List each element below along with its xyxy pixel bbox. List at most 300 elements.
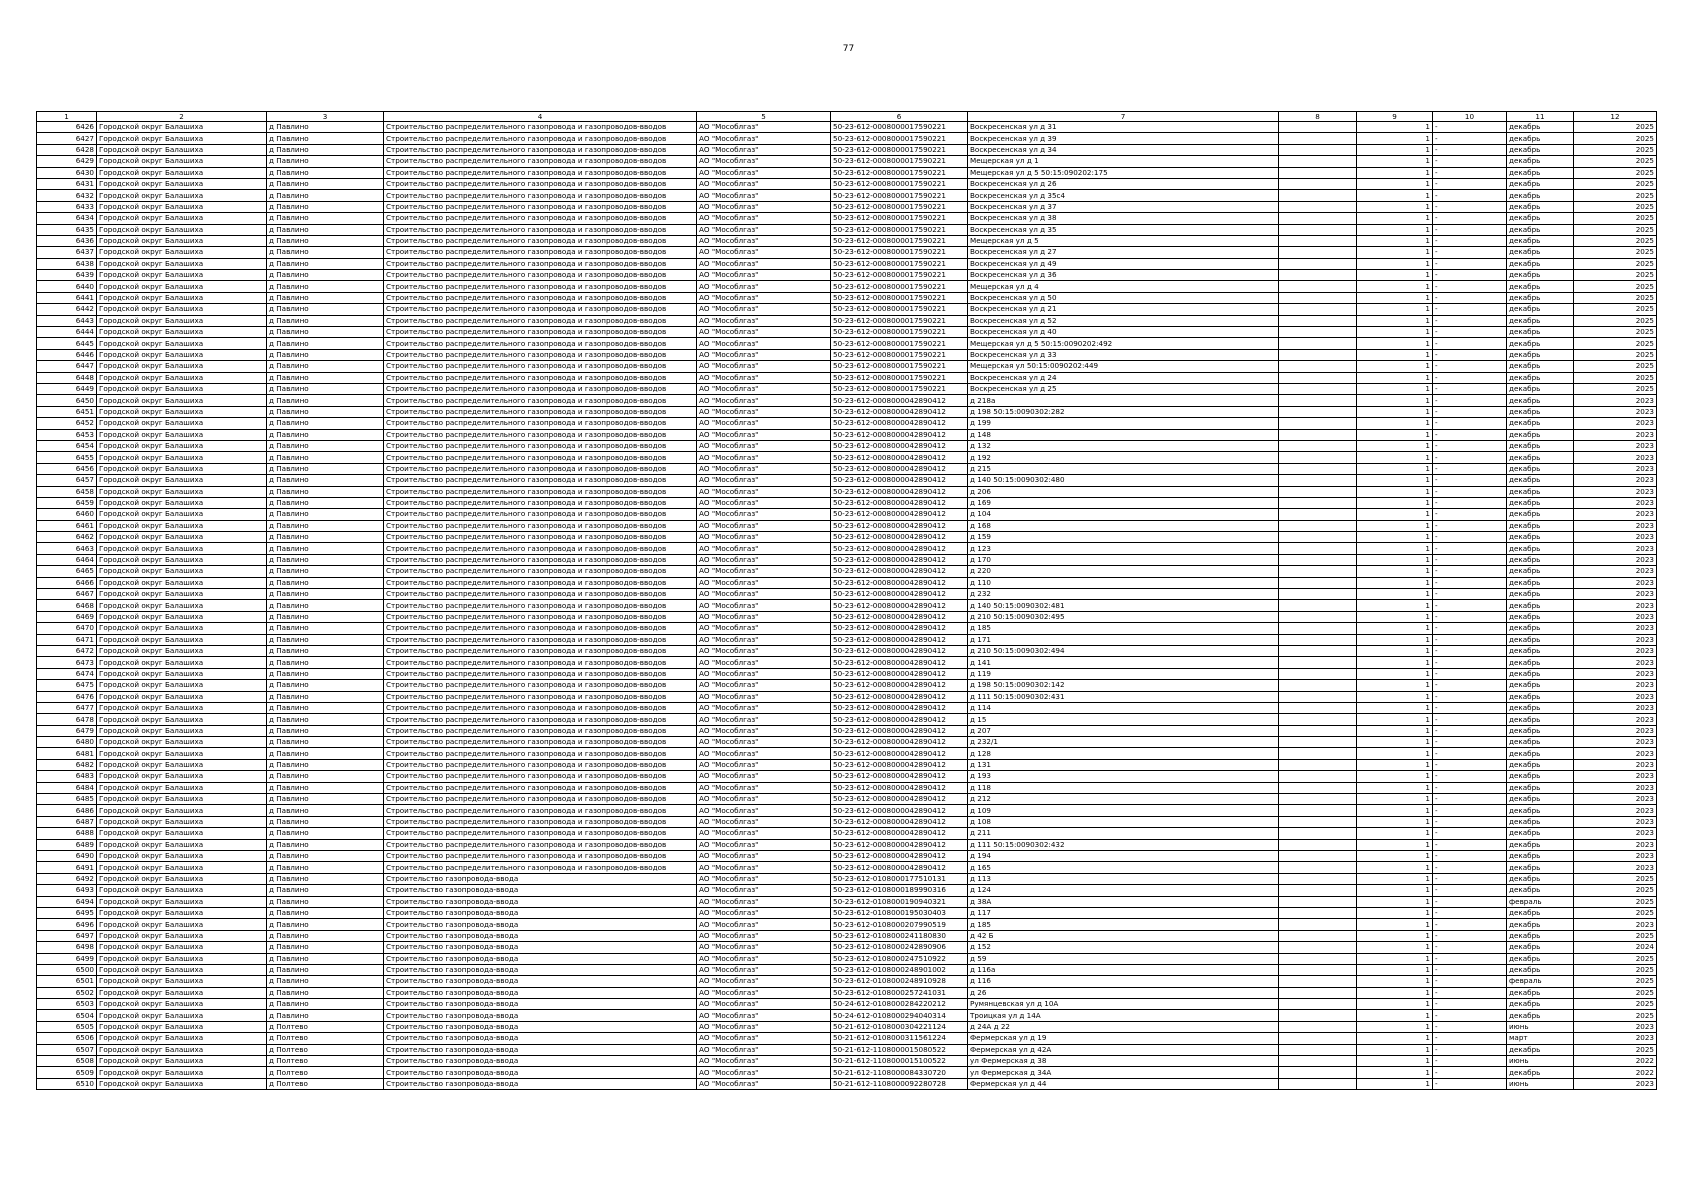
table-row: [37, 1044, 1657, 1055]
work-type-cell: Строительство распределительного газопровода и газопроводов-вводов: [384, 759, 697, 770]
address-cell: д 108: [968, 816, 1279, 827]
municipality-cell: Городской округ Балашиха: [97, 645, 267, 656]
column-header: 7: [968, 112, 1279, 122]
row-number-cell: 6459: [37, 497, 97, 508]
row-number-cell: 6442: [37, 304, 97, 315]
municipality-cell: Городской округ Балашиха: [97, 885, 267, 896]
month-cell: декабрь: [1507, 919, 1574, 930]
work-type-cell: Строительство распределительного газопровода и газопроводов-вводов: [384, 554, 697, 565]
quantity-cell: 1: [1357, 668, 1433, 679]
month-cell: декабрь: [1507, 292, 1574, 303]
year-cell: 2023: [1574, 509, 1657, 520]
quantity-blank-cell: [1279, 395, 1357, 406]
work-type-cell: Строительство газопровода-ввода: [384, 930, 697, 941]
table-row: [37, 600, 1657, 611]
settlement-cell: д Павлино: [267, 999, 384, 1010]
dash-cell-cell: -: [1433, 600, 1507, 611]
year-cell: 2023: [1574, 589, 1657, 600]
table-row: [37, 247, 1657, 258]
table-row: [37, 725, 1657, 736]
month-cell: декабрь: [1507, 247, 1574, 258]
quantity-cell: 1: [1357, 828, 1433, 839]
quantity-cell: 1: [1357, 782, 1433, 793]
year-cell: 2023: [1574, 1078, 1657, 1089]
table-row: [37, 304, 1657, 315]
quantity-blank-cell: [1279, 247, 1357, 258]
table-row: [37, 885, 1657, 896]
address-cell: Мещерская ул д 1: [968, 156, 1279, 167]
month-cell: декабрь: [1507, 122, 1574, 133]
municipality-cell: Городской округ Балашиха: [97, 1067, 267, 1078]
quantity-cell: 1: [1357, 1033, 1433, 1044]
contract-number-cell: 50-23-612-0008000017590221: [831, 327, 968, 338]
address-cell: д 194: [968, 851, 1279, 862]
settlement-cell: д Павлино: [267, 247, 384, 258]
year-cell: 2023: [1574, 475, 1657, 486]
address-cell: Троицкая ул д 14А: [968, 1010, 1279, 1021]
organization-cell: АО "Мособлгаз": [697, 794, 831, 805]
contract-number-cell: 50-23-612-0008000042890412: [831, 725, 968, 736]
column-header: 6: [831, 112, 968, 122]
municipality-cell: Городской округ Балашиха: [97, 224, 267, 235]
month-cell: февраль: [1507, 976, 1574, 987]
settlement-cell: д Павлино: [267, 657, 384, 668]
work-type-cell: Строительство распределительного газопровода и газопроводов-вводов: [384, 668, 697, 679]
month-cell: декабрь: [1507, 759, 1574, 770]
contract-number-cell: 50-23-612-0008000017590221: [831, 361, 968, 372]
table-row: [37, 497, 1657, 508]
dash-cell-cell: -: [1433, 577, 1507, 588]
work-type-cell: Строительство распределительного газопровода и газопроводов-вводов: [384, 645, 697, 656]
row-number-cell: 6427: [37, 133, 97, 144]
municipality-cell: Городской округ Балашиха: [97, 589, 267, 600]
month-cell: декабрь: [1507, 691, 1574, 702]
dash-cell-cell: -: [1433, 816, 1507, 827]
row-number-cell: 6481: [37, 748, 97, 759]
row-number-cell: 6497: [37, 930, 97, 941]
year-cell: 2025: [1574, 885, 1657, 896]
work-type-cell: Строительство распределительного газопровода и газопроводов-вводов: [384, 452, 697, 463]
settlement-cell: д Павлино: [267, 691, 384, 702]
settlement-cell: д Павлино: [267, 919, 384, 930]
organization-cell: АО "Мособлгаз": [697, 634, 831, 645]
organization-cell: АО "Мособлгаз": [697, 862, 831, 873]
municipality-cell: Городской округ Балашиха: [97, 964, 267, 975]
municipality-cell: Городской округ Балашиха: [97, 133, 267, 144]
organization-cell: АО "Мособлгаз": [697, 680, 831, 691]
settlement-cell: д Павлино: [267, 156, 384, 167]
year-cell: 2025: [1574, 327, 1657, 338]
quantity-cell: 1: [1357, 1078, 1433, 1089]
work-type-cell: Строительство распределительного газопровода и газопроводов-вводов: [384, 235, 697, 246]
municipality-cell: Городской округ Балашиха: [97, 623, 267, 634]
dash-cell-cell: -: [1433, 668, 1507, 679]
work-type-cell: Строительство распределительного газопровода и газопроводов-вводов: [384, 167, 697, 178]
quantity-cell: 1: [1357, 725, 1433, 736]
municipality-cell: Городской округ Балашиха: [97, 851, 267, 862]
municipality-cell: Городской округ Балашиха: [97, 1010, 267, 1021]
quantity-blank-cell: [1279, 258, 1357, 269]
dash-cell-cell: -: [1433, 657, 1507, 668]
settlement-cell: д Павлино: [267, 634, 384, 645]
municipality-cell: Городской округ Балашиха: [97, 486, 267, 497]
row-number-cell: 6491: [37, 862, 97, 873]
work-type-cell: Строительство распределительного газопровода и газопроводов-вводов: [384, 361, 697, 372]
year-cell: 2023: [1574, 634, 1657, 645]
quantity-cell: 1: [1357, 566, 1433, 577]
municipality-cell: Городской округ Балашиха: [97, 737, 267, 748]
row-number-cell: 6434: [37, 213, 97, 224]
year-cell: 2025: [1574, 201, 1657, 212]
month-cell: декабрь: [1507, 589, 1574, 600]
year-cell: 2023: [1574, 668, 1657, 679]
month-cell: март: [1507, 1033, 1574, 1044]
settlement-cell: д Павлино: [267, 600, 384, 611]
municipality-cell: Городской округ Балашиха: [97, 213, 267, 224]
organization-cell: АО "Мособлгаз": [697, 418, 831, 429]
address-cell: д 169: [968, 497, 1279, 508]
table-row: [37, 873, 1657, 884]
quantity-blank-cell: [1279, 281, 1357, 292]
quantity-blank-cell: [1279, 235, 1357, 246]
settlement-cell: д Павлино: [267, 213, 384, 224]
municipality-cell: Городской округ Балашиха: [97, 315, 267, 326]
month-cell: июнь: [1507, 1056, 1574, 1067]
month-cell: декабрь: [1507, 851, 1574, 862]
municipality-cell: Городской округ Балашиха: [97, 235, 267, 246]
address-cell: д 206: [968, 486, 1279, 497]
quantity-cell: 1: [1357, 270, 1433, 281]
quantity-blank-cell: [1279, 201, 1357, 212]
column-header: 2: [97, 112, 267, 122]
year-cell: 2022: [1574, 1056, 1657, 1067]
address-cell: Воскресенская ул д 39: [968, 133, 1279, 144]
settlement-cell: д Павлино: [267, 520, 384, 531]
settlement-cell: д Павлино: [267, 1010, 384, 1021]
quantity-blank-cell: [1279, 999, 1357, 1010]
municipality-cell: Городской округ Балашиха: [97, 247, 267, 258]
contract-number-cell: 50-23-612-0008000042890412: [831, 497, 968, 508]
year-cell: 2025: [1574, 338, 1657, 349]
year-cell: 2023: [1574, 623, 1657, 634]
address-cell: Воскресенская ул д 49: [968, 258, 1279, 269]
quantity-blank-cell: [1279, 554, 1357, 565]
organization-cell: АО "Мособлгаз": [697, 657, 831, 668]
work-type-cell: Строительство распределительного газопровода и газопроводов-вводов: [384, 589, 697, 600]
organization-cell: АО "Мособлгаз": [697, 167, 831, 178]
work-type-cell: Строительство распределительного газопровода и газопроводов-вводов: [384, 509, 697, 520]
row-number-cell: 6463: [37, 543, 97, 554]
year-cell: 2023: [1574, 532, 1657, 543]
month-cell: декабрь: [1507, 509, 1574, 520]
contract-number-cell: 50-23-612-0008000042890412: [831, 577, 968, 588]
row-number-cell: 6440: [37, 281, 97, 292]
organization-cell: АО "Мособлгаз": [697, 235, 831, 246]
settlement-cell: д Павлино: [267, 554, 384, 565]
address-cell: д 232: [968, 589, 1279, 600]
dash-cell-cell: -: [1433, 543, 1507, 554]
address-cell: д 211: [968, 828, 1279, 839]
quantity-blank-cell: [1279, 452, 1357, 463]
row-number-cell: 6494: [37, 896, 97, 907]
dash-cell-cell: -: [1433, 315, 1507, 326]
settlement-cell: д Павлино: [267, 589, 384, 600]
work-type-cell: Строительство распределительного газопровода и газопроводов-вводов: [384, 349, 697, 360]
settlement-cell: д Полтево: [267, 1078, 384, 1089]
work-type-cell: Строительство распределительного газопровода и газопроводов-вводов: [384, 680, 697, 691]
row-number-cell: 6447: [37, 361, 97, 372]
dash-cell-cell: -: [1433, 327, 1507, 338]
row-number-cell: 6492: [37, 873, 97, 884]
contract-number-cell: 50-23-612-0008000042890412: [831, 440, 968, 451]
address-cell: Фермерская ул д 19: [968, 1033, 1279, 1044]
settlement-cell: д Павлино: [267, 645, 384, 656]
settlement-cell: д Павлино: [267, 452, 384, 463]
year-cell: 2023: [1574, 725, 1657, 736]
contract-number-cell: 50-21-612-1108000015100522: [831, 1056, 968, 1067]
municipality-cell: Городской округ Балашиха: [97, 122, 267, 133]
address-cell: Воскресенская ул д 27: [968, 247, 1279, 258]
row-number-cell: 6486: [37, 805, 97, 816]
year-cell: 2025: [1574, 953, 1657, 964]
address-cell: д 199: [968, 418, 1279, 429]
organization-cell: АО "Мособлгаз": [697, 509, 831, 520]
quantity-blank-cell: [1279, 1056, 1357, 1067]
municipality-cell: Городской округ Балашиха: [97, 270, 267, 281]
work-type-cell: Строительство газопровода-ввода: [384, 976, 697, 987]
municipality-cell: Городской округ Балашиха: [97, 999, 267, 1010]
contract-number-cell: 50-23-612-0008000042890412: [831, 418, 968, 429]
settlement-cell: д Павлино: [267, 759, 384, 770]
address-cell: д 165: [968, 862, 1279, 873]
address-cell: д 114: [968, 702, 1279, 713]
dash-cell-cell: -: [1433, 794, 1507, 805]
contract-number-cell: 50-23-612-0008000042890412: [831, 611, 968, 622]
organization-cell: АО "Мособлгаз": [697, 122, 831, 133]
quantity-cell: 1: [1357, 964, 1433, 975]
month-cell: декабрь: [1507, 657, 1574, 668]
quantity-blank-cell: [1279, 873, 1357, 884]
municipality-cell: Городской округ Балашиха: [97, 292, 267, 303]
contract-number-cell: 50-23-612-0008000017590221: [831, 258, 968, 269]
address-cell: д 110: [968, 577, 1279, 588]
contract-number-cell: 50-23-612-0008000042890412: [831, 828, 968, 839]
work-type-cell: Строительство распределительного газопровода и газопроводов-вводов: [384, 190, 697, 201]
quantity-cell: 1: [1357, 509, 1433, 520]
contract-number-cell: 50-23-612-0008000017590221: [831, 178, 968, 189]
organization-cell: АО "Мособлгаз": [697, 816, 831, 827]
contract-number-cell: 50-24-612-0108000284220212: [831, 999, 968, 1010]
table-row: [37, 440, 1657, 451]
row-number-cell: 6441: [37, 292, 97, 303]
work-type-cell: Строительство газопровода-ввода: [384, 885, 697, 896]
row-number-cell: 6443: [37, 315, 97, 326]
contract-number-cell: 50-23-612-0108000195030403: [831, 907, 968, 918]
settlement-cell: д Павлино: [267, 964, 384, 975]
settlement-cell: д Павлино: [267, 532, 384, 543]
settlement-cell: д Павлино: [267, 338, 384, 349]
address-cell: Воскресенская ул д 21: [968, 304, 1279, 315]
year-cell: 2025: [1574, 907, 1657, 918]
quantity-cell: 1: [1357, 816, 1433, 827]
year-cell: 2023: [1574, 520, 1657, 531]
year-cell: 2025: [1574, 349, 1657, 360]
quantity-cell: 1: [1357, 839, 1433, 850]
organization-cell: АО "Мособлгаз": [697, 292, 831, 303]
quantity-cell: 1: [1357, 577, 1433, 588]
month-cell: декабрь: [1507, 748, 1574, 759]
address-cell: Воскресенская ул д 26: [968, 178, 1279, 189]
dash-cell-cell: -: [1433, 885, 1507, 896]
contract-number-cell: 50-23-612-0008000042890412: [831, 509, 968, 520]
work-type-cell: Строительство распределительного газопровода и газопроводов-вводов: [384, 281, 697, 292]
municipality-cell: Городской округ Балашиха: [97, 258, 267, 269]
quantity-cell: 1: [1357, 452, 1433, 463]
dash-cell-cell: -: [1433, 1056, 1507, 1067]
row-number-cell: 6500: [37, 964, 97, 975]
settlement-cell: д Павлино: [267, 839, 384, 850]
dash-cell-cell: -: [1433, 771, 1507, 782]
address-cell: д 111 50:15:0090302:431: [968, 691, 1279, 702]
municipality-cell: Городской округ Балашиха: [97, 828, 267, 839]
table-row: [37, 543, 1657, 554]
month-cell: декабрь: [1507, 383, 1574, 394]
address-cell: Мещерская ул д 5 50:15:0090202:492: [968, 338, 1279, 349]
municipality-cell: Городской округ Балашиха: [97, 338, 267, 349]
dash-cell-cell: -: [1433, 429, 1507, 440]
municipality-cell: Городской округ Балашиха: [97, 714, 267, 725]
contract-number-cell: 50-23-612-0008000042890412: [831, 748, 968, 759]
quantity-cell: 1: [1357, 338, 1433, 349]
address-cell: д 38А: [968, 896, 1279, 907]
municipality-cell: Городской округ Балашиха: [97, 634, 267, 645]
quantity-cell: 1: [1357, 554, 1433, 565]
municipality-cell: Городской округ Балашиха: [97, 919, 267, 930]
quantity-cell: 1: [1357, 201, 1433, 212]
table-row: [37, 1010, 1657, 1021]
work-type-cell: Строительство распределительного газопровода и газопроводов-вводов: [384, 213, 697, 224]
table-row: [37, 156, 1657, 167]
dash-cell-cell: -: [1433, 702, 1507, 713]
contract-number-cell: 50-23-612-0008000042890412: [831, 794, 968, 805]
row-number-cell: 6495: [37, 907, 97, 918]
row-number-cell: 6501: [37, 976, 97, 987]
contract-number-cell: 50-23-612-0008000042890412: [831, 395, 968, 406]
organization-cell: АО "Мособлгаз": [697, 1067, 831, 1078]
table-row: [37, 691, 1657, 702]
contract-number-cell: 50-23-612-0008000017590221: [831, 122, 968, 133]
year-cell: 2023: [1574, 440, 1657, 451]
address-cell: д 15: [968, 714, 1279, 725]
dash-cell-cell: -: [1433, 406, 1507, 417]
address-cell: д 131: [968, 759, 1279, 770]
row-number-cell: 6487: [37, 816, 97, 827]
work-type-cell: Строительство газопровода-ввода: [384, 1067, 697, 1078]
quantity-blank-cell: [1279, 1078, 1357, 1089]
year-cell: 2023: [1574, 395, 1657, 406]
contract-number-cell: 50-23-612-0008000017590221: [831, 304, 968, 315]
row-number-cell: 6438: [37, 258, 97, 269]
year-cell: 2023: [1574, 816, 1657, 827]
organization-cell: АО "Мособлгаз": [697, 896, 831, 907]
contract-number-cell: 50-23-612-0008000017590221: [831, 133, 968, 144]
dash-cell-cell: -: [1433, 304, 1507, 315]
quantity-blank-cell: [1279, 953, 1357, 964]
municipality-cell: Городской округ Балашиха: [97, 942, 267, 953]
municipality-cell: Городской округ Балашиха: [97, 509, 267, 520]
municipality-cell: Городской округ Балашиха: [97, 873, 267, 884]
year-cell: 2025: [1574, 930, 1657, 941]
table-row: [37, 577, 1657, 588]
work-type-cell: Строительство распределительного газопровода и газопроводов-вводов: [384, 395, 697, 406]
dash-cell-cell: -: [1433, 235, 1507, 246]
table-row: [37, 122, 1657, 133]
dash-cell-cell: -: [1433, 509, 1507, 520]
address-cell: Воскресенская ул д 52: [968, 315, 1279, 326]
quantity-blank-cell: [1279, 1010, 1357, 1021]
table-row: [37, 759, 1657, 770]
row-number-cell: 6435: [37, 224, 97, 235]
table-row: [37, 748, 1657, 759]
table-row: [37, 395, 1657, 406]
work-type-cell: Строительство распределительного газопровода и газопроводов-вводов: [384, 634, 697, 645]
municipality-cell: Городской округ Балашиха: [97, 862, 267, 873]
address-cell: д 128: [968, 748, 1279, 759]
quantity-cell: 1: [1357, 862, 1433, 873]
table-row: [37, 930, 1657, 941]
row-number-cell: 6468: [37, 600, 97, 611]
dash-cell-cell: -: [1433, 532, 1507, 543]
work-type-cell: Строительство распределительного газопровода и газопроводов-вводов: [384, 224, 697, 235]
work-type-cell: Строительство распределительного газопровода и газопроводов-вводов: [384, 486, 697, 497]
quantity-cell: 1: [1357, 976, 1433, 987]
row-number-cell: 6462: [37, 532, 97, 543]
quantity-blank-cell: [1279, 270, 1357, 281]
year-cell: 2025: [1574, 167, 1657, 178]
settlement-cell: д Павлино: [267, 623, 384, 634]
row-number-cell: 6465: [37, 566, 97, 577]
table-row: [37, 315, 1657, 326]
settlement-cell: д Павлино: [267, 737, 384, 748]
month-cell: декабрь: [1507, 645, 1574, 656]
month-cell: декабрь: [1507, 714, 1574, 725]
municipality-cell: Городской округ Балашиха: [97, 395, 267, 406]
table-row: [37, 645, 1657, 656]
row-number-cell: 6478: [37, 714, 97, 725]
quantity-blank-cell: [1279, 372, 1357, 383]
work-type-cell: Строительство распределительного газопровода и газопроводов-вводов: [384, 771, 697, 782]
municipality-cell: Городской округ Балашиха: [97, 452, 267, 463]
organization-cell: АО "Мособлгаз": [697, 1056, 831, 1067]
municipality-cell: Городской округ Балашиха: [97, 668, 267, 679]
page-number: 77: [842, 44, 855, 54]
address-cell: Воскресенская ул д 25: [968, 383, 1279, 394]
work-type-cell: Строительство распределительного газопровода и газопроводов-вводов: [384, 338, 697, 349]
quantity-blank-cell: [1279, 623, 1357, 634]
quantity-cell: 1: [1357, 589, 1433, 600]
quantity-cell: 1: [1357, 942, 1433, 953]
address-cell: д 119: [968, 668, 1279, 679]
municipality-cell: Городской округ Балашиха: [97, 520, 267, 531]
work-type-cell: Строительство распределительного газопровода и газопроводов-вводов: [384, 201, 697, 212]
year-cell: 2025: [1574, 133, 1657, 144]
row-number-cell: 6504: [37, 1010, 97, 1021]
quantity-blank-cell: [1279, 942, 1357, 953]
contract-number-cell: 50-23-612-0008000017590221: [831, 201, 968, 212]
municipality-cell: Городской округ Балашиха: [97, 725, 267, 736]
row-number-cell: 6493: [37, 885, 97, 896]
work-type-cell: Строительство распределительного газопровода и газопроводов-вводов: [384, 304, 697, 315]
